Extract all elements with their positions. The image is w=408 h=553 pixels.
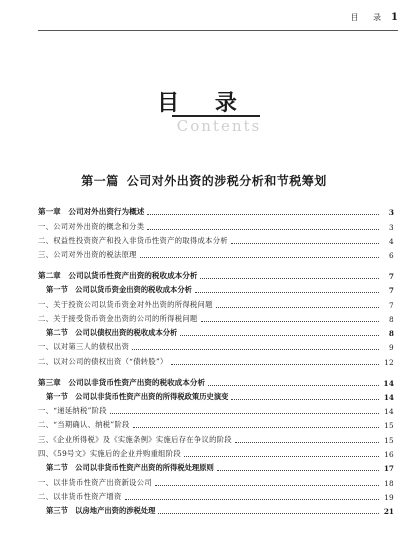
toc-entry-page-number: 14 [383,378,394,388]
toc-entry-item[interactable] [38,338,394,352]
toc-entry-title: 第一节 公司以非货币性资产出资的所得税政策历史演变 [46,391,229,401]
dot-leader [201,321,379,322]
toc-entry-title: 一、以对第三人的债权出资 [38,342,130,352]
toc-entry-section[interactable] [38,281,394,295]
toc-entry-chapter[interactable] [38,373,394,387]
toc-entry-item[interactable] [38,430,394,444]
header-rule [38,30,398,31]
toc-entry-title: 二、“当期确认、纳税”阶段 [38,420,130,430]
part-title [0,172,408,189]
part-title-text: 公司对外出资的涉税分析和节税筹划 [126,174,327,188]
toc-entry-chapter[interactable] [38,203,394,217]
dot-leader [180,335,379,336]
toc-entry-item[interactable] [38,295,394,309]
toc-entry-title: 第三章 公司以非货币性资产出资的税收成本分析 [38,377,206,387]
toc-entry-title: 第二节 公司以非货币性资产出资的所得税处理原则 [46,463,214,473]
toc-entry-section[interactable] [38,502,394,516]
dot-leader [110,413,379,414]
running-head-page-number: 1 [391,12,398,23]
running-head [350,12,398,23]
toc-entry-page-number: 14 [383,392,394,402]
toc-entry-page-number: 15 [384,421,394,431]
dot-leader [155,485,379,486]
toc-subtitle: Contents [176,117,262,135]
dot-leader [195,292,379,293]
dot-leader [133,427,379,428]
toc-entry-item[interactable] [38,488,394,502]
toc-entry-page-number: 9 [389,343,394,353]
toc-title: 目 录 [157,90,251,116]
dot-leader [216,307,379,308]
toc-entry-page-number: 8 [388,329,394,339]
dot-leader [140,257,379,258]
toc-entry-page-number: 19 [384,492,394,502]
toc-entry-section[interactable] [38,459,394,473]
dot-leader [200,278,379,279]
dot-leader [147,214,379,215]
dot-leader [184,456,379,457]
dot-leader [147,229,379,230]
dot-leader [125,499,379,500]
toc-entry-title: 四、《59号文》实施后的企业并购重组阶段 [38,449,181,459]
toc-entry-item[interactable] [38,402,394,416]
toc-entry-item[interactable] [38,310,394,324]
toc-entry-page-number: 17 [383,464,394,474]
dot-leader [235,442,379,443]
dot-leader [231,399,379,400]
toc-entry-title: 三、公司对外出资的税法原理 [38,250,137,260]
toc-entry-title: 二、权益性投资资产和投入非货币性资产的取得成本分析 [38,235,228,245]
dot-leader [158,513,379,514]
toc-entry-page-number: 12 [384,357,394,367]
toc-entry-title: 第二章 公司以货币性资产出资的税收成本分析 [38,270,198,280]
toc-entry-title: 一、公司对外出资的概念和分类 [38,221,145,231]
toc-entry-title: 三、《企业所得税》及《实施条例》实施后存在争议的阶段 [38,434,232,444]
toc-entry-page-number: 21 [383,507,394,517]
toc-entry-page-number: 16 [384,450,394,460]
toc-entry-page-number: 7 [388,286,394,296]
toc-entry-title: 二、以对公司的债权出资（“债转股”） [38,356,168,366]
toc-entry-page-number: 4 [389,236,394,246]
toc-entry-page-number: 7 [388,271,394,281]
toc-entry-page-number: 7 [389,300,394,310]
toc-entry-item[interactable] [38,217,394,231]
toc-entries [38,203,394,516]
toc-entry-page-number: 8 [389,314,394,324]
toc-entry-chapter[interactable] [38,267,394,281]
toc-entry-title: 第一节 公司以货币资金出资的税收成本分析 [46,285,192,295]
toc-entry-item[interactable] [38,473,394,487]
toc-entry-title: 一、以非货币性资产出资新设公司 [38,477,152,487]
toc-entry-page-number: 3 [388,208,394,218]
toc-entry-title: 二、关于接受货币资金出资的公司的所得税问题 [38,313,198,323]
toc-entry-item[interactable] [38,445,394,459]
toc-entry-section[interactable] [38,324,394,338]
toc-entry-item[interactable] [38,232,394,246]
dot-leader [217,470,379,471]
toc-entry-page-number: 6 [389,251,394,261]
toc-entry-title: 一、“递延纳税”阶段 [38,406,107,416]
toc-entry-page-number: 14 [384,407,394,417]
part-label: 第一篇 [81,174,119,188]
toc-entry-title: 二、以非货币性资产增资 [38,491,122,501]
toc-entry-item[interactable] [38,416,394,430]
toc-entry-title: 第二节 公司以债权出资的税收成本分析 [46,328,178,338]
toc-entry-title: 第一章 公司对外出资行为概述 [38,207,145,217]
dot-leader [231,243,379,244]
toc-entry-title: 第三节 以房地产出资的涉税处理 [46,506,156,516]
running-head-title: 目 录 [350,13,388,22]
toc-entry-item[interactable] [38,352,394,366]
dot-leader [132,349,379,350]
toc-entry-section[interactable] [38,388,394,402]
toc-entry-page-number: 15 [384,435,394,445]
dot-leader [171,364,379,365]
dot-leader [208,385,379,386]
toc-entry-page-number: 18 [384,478,394,488]
toc-entry-item[interactable] [38,246,394,260]
toc-entry-page-number: 3 [389,222,394,232]
toc-entry-title: 一、关于投资公司以货币资金对外出资的所得税问题 [38,299,213,309]
